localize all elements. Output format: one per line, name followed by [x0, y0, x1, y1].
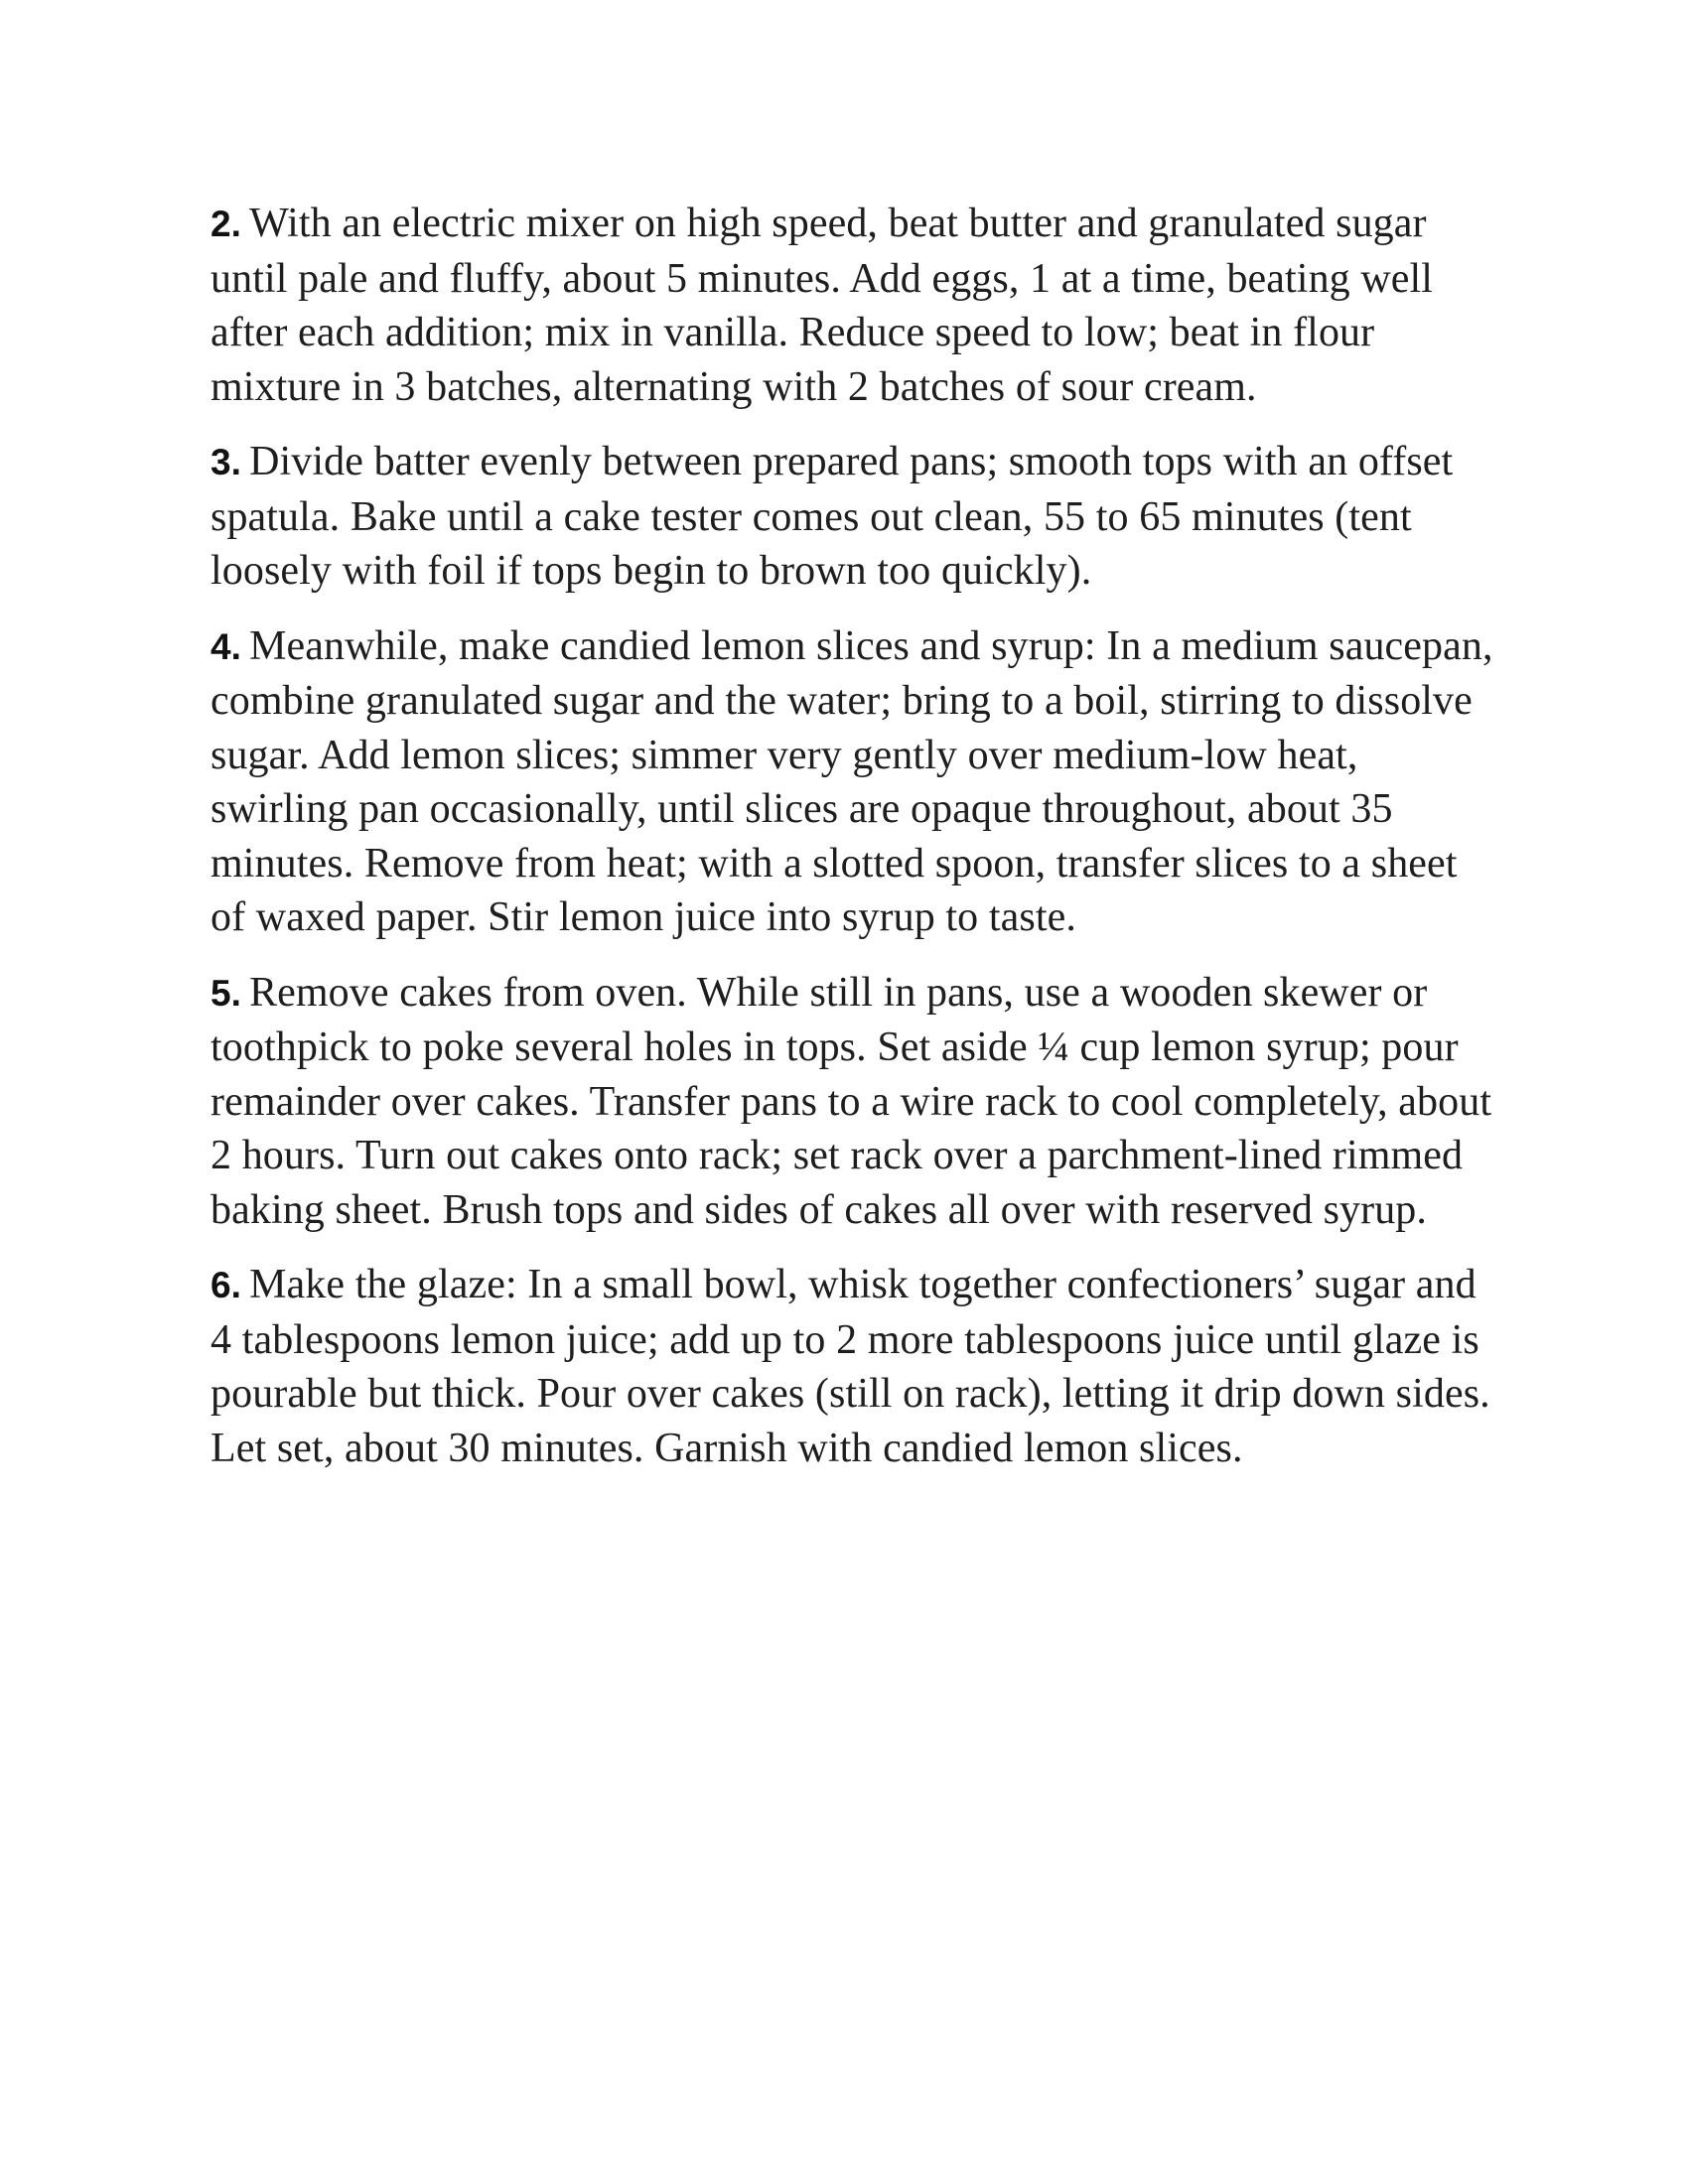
step-text: With an electric mixer on high speed, beat butter and granulated sugar until pale and fluffy, about 5 minutes. Add eggs, 1 at a time, beating well after each addition; mix in vanilla. Reduce speed to low; beat in flour mixture in 3 batches, alternating with 2 batches of sour cream. [211, 201, 1434, 410]
step-text: Meanwhile, make candied lemon slices and syrup: In a medium saucepan, combine granulated sugar and the water; bring to a boil, stirring to dissolve sugar. Add lemon slices; simmer very gently over medium-low heat, swirling pan occasionally, until slices are opaque throughout, about 35 minutes. Remove from heat; with a slotted spoon, transfer slices to a sheet of waxed paper. Stir lemon juice into syrup to taste. [211, 622, 1493, 940]
recipe-steps-list [211, 197, 1501, 1496]
step-number: 6. [211, 1265, 242, 1305]
step-text: Divide batter evenly between prepared pans; smooth tops with an offset spatula. Bake until a cake tester comes out clean, 55 to 65 minutes (tent loosely with foil if tops begin to brown too quickly). [211, 439, 1454, 594]
recipe-step-4 [211, 619, 1501, 945]
step-number: 4. [211, 625, 242, 667]
recipe-step-5 [211, 966, 1501, 1238]
recipe-step-6 [211, 1258, 1501, 1475]
step-number: 2. [211, 204, 242, 244]
step-text: Make the glaze: In a small bowl, whisk together confectioners’ sugar and 4 tablespoons lemon juice; add up to 2 more tablespoons juice until glaze is pourable but thick. Pour over cakes (still on rack), letting it drip down sides. Let set, about 30 minutes. Garnish with candied lemon slices. [211, 1262, 1490, 1471]
recipe-step-2 [211, 197, 1501, 414]
step-text: Remove cakes from oven. While still in pans, use a wooden skewer or toothpick to poke several holes in tops. Set aside ¼ cup lemon syrup; pour remainder over cakes. Transfer pans to a wire rack to cool completely, about 2 hours. Turn out cakes onto rack; set rack over a parchment-lined rimmed baking sheet. Brush tops and sides of cakes all over with reserved syrup. [211, 969, 1492, 1233]
recipe-step-3 [211, 435, 1501, 599]
step-number: 3. [211, 442, 242, 482]
step-number: 5. [211, 972, 242, 1014]
